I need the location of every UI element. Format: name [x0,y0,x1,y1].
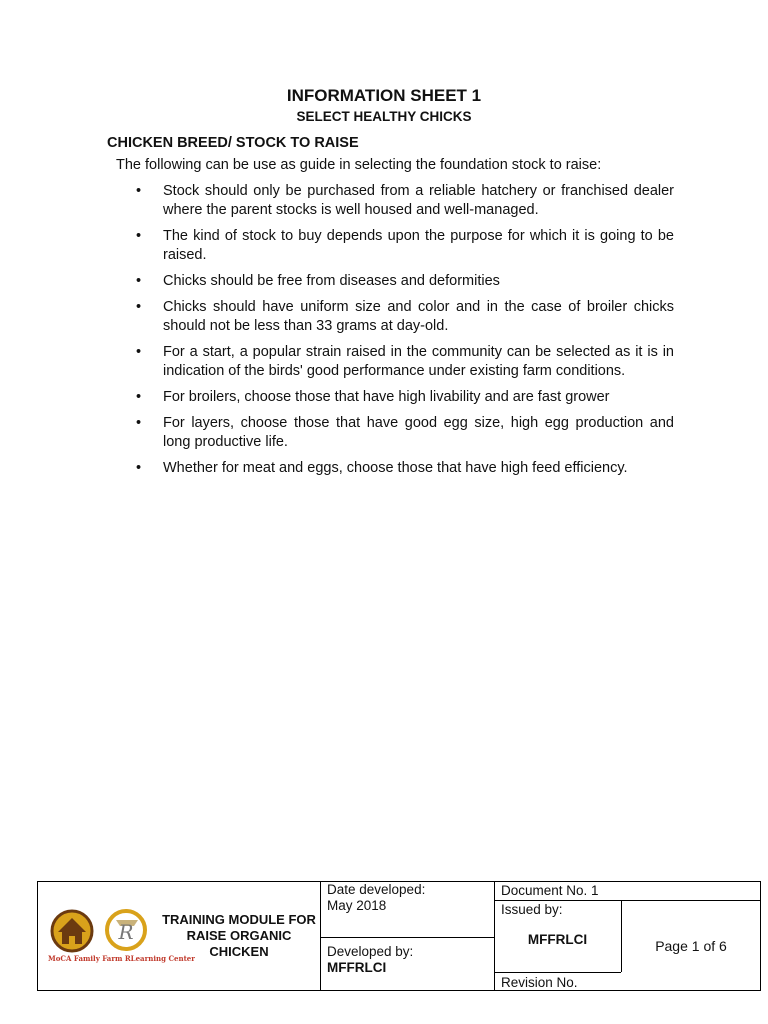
list-item-text: For broilers, choose those that have high livability and are fast grower [163,389,610,405]
list-item-text: Stock should only be purchased from a reliable hatchery or franchised dealer where the parent stocks is well housed and well-managed. [163,183,674,218]
list-item-text: Chicks should be free from diseases and deformities [163,273,500,289]
developed-by-value: MFFRLCI [327,960,387,975]
table-divider [494,900,760,901]
logo-text: MoCA Family Farm RLearning Center [48,954,195,963]
list-item [134,388,674,407]
bullet-icon: • [136,389,142,405]
sheet-title: INFORMATION SHEET 1 [286,86,482,105]
developed-by-label: Developed by: [327,944,414,959]
module-title: TRAINING MODULE FOR RAISE ORGANIC CHICKEN [162,912,316,959]
logo-emblem-icon [44,906,195,984]
list-item [134,343,674,381]
document-number: Document No. 1 [501,883,599,898]
bullet-icon: • [136,460,142,476]
bullet-icon: • [136,415,142,431]
list-item [134,182,674,220]
issued-by-label: Issued by: [501,902,563,917]
table-divider [494,972,621,973]
list-item [134,414,674,452]
list-item-text: For a start, a popular strain raised in the community can be selected as it is in indication of the birds' good performance under existing farm conditions. [163,344,674,379]
list-item [134,272,674,291]
bullet-icon: • [136,344,142,360]
list-item-text: For layers, choose those that have good egg size, high egg production and long productive life. [163,415,674,450]
table-divider [320,882,321,990]
document-footer-table [37,881,761,991]
section-heading: CHICKEN BREED/ STOCK TO RAISE [107,135,359,151]
list-item-text: The kind of stock to buy depends upon the purpose for which it is going to be raised. [163,228,674,263]
intro-text: The following can be use as guide in selecting the foundation stock to raise: [116,157,602,173]
bullet-icon: • [136,228,142,244]
guide-bullet-list [134,182,674,485]
bullet-icon: • [136,299,142,315]
table-divider [320,937,494,938]
list-item [134,298,674,336]
revision-number-label: Revision No. [501,975,578,990]
list-item-text: Chicks should have uniform size and color and in the case of broiler chicks should not be less than 33 grams at day-old. [163,299,674,334]
list-item-text: Whether for meat and eggs, choose those that have high feed efficiency. [163,460,628,476]
date-developed-label: Date developed: [327,882,426,897]
svg-text:R: R [118,920,134,944]
sheet-subtitle: SELECT HEALTHY CHICKS [296,109,472,124]
list-item [134,227,674,265]
page-number: Page 1 of 6 [655,938,727,954]
bullet-icon: • [136,183,142,199]
bullet-icon: • [136,273,142,289]
date-developed-value: May 2018 [327,898,387,913]
issued-by-value: MFFRLCI [527,932,588,947]
list-item [134,459,674,478]
table-divider [621,901,622,972]
organization-logo [44,906,195,984]
